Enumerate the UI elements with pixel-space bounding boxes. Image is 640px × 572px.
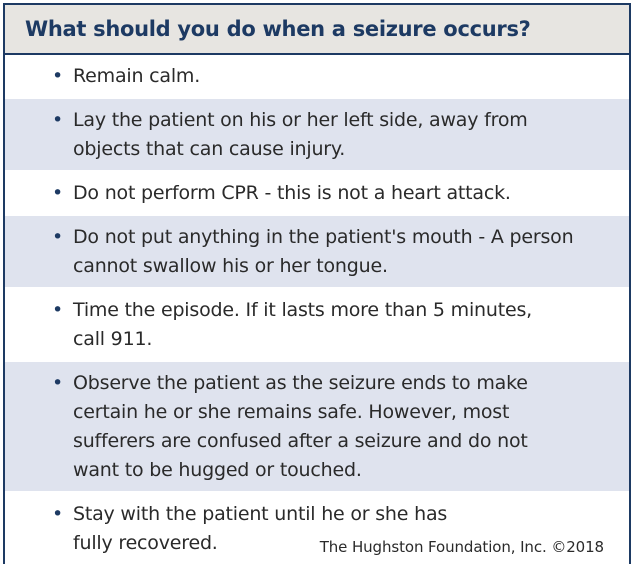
bullet-icon: • (52, 226, 64, 248)
list-item (5, 362, 629, 493)
list-item (5, 172, 629, 216)
info-card (3, 3, 631, 564)
bullet-icon: • (52, 503, 64, 525)
bullet-icon: • (52, 109, 64, 131)
list-item (5, 99, 629, 172)
bullet-icon: • (52, 65, 64, 87)
instruction-list (5, 55, 629, 566)
bullet-icon: • (52, 372, 64, 394)
bullet-icon: • (52, 182, 64, 204)
bullet-icon: • (52, 299, 64, 321)
list-item-text: Lay the patient on his or her left side, away from objects that can cause injury. (73, 109, 528, 160)
list-item-text: Do not perform CPR - this is not a heart attack. (73, 182, 511, 204)
list-item-text: Time the episode. If it lasts more than 5 minutes, call 911. (73, 299, 532, 350)
list-item-text: Stay with the patient until he or she has fully recovered. (73, 503, 448, 554)
list-item (5, 289, 629, 362)
list-item-text: Observe the patient as the seizure ends to make certain he or she remains safe. However, most sufferers are confused after a seizure and do not want to be hugged or touched. (73, 372, 528, 481)
list-item (5, 55, 629, 99)
list-item-text: Remain calm. (73, 65, 201, 87)
list-item-text: Do not put anything in the patient's mouth - A person cannot swallow his or her tongue. (73, 226, 574, 277)
card-header (5, 5, 629, 55)
copyright-credit: The Hughston Foundation, Inc. ©2018 (319, 538, 604, 556)
card-title: What should you do when a seizure occurs? (25, 17, 531, 41)
list-item (5, 216, 629, 289)
